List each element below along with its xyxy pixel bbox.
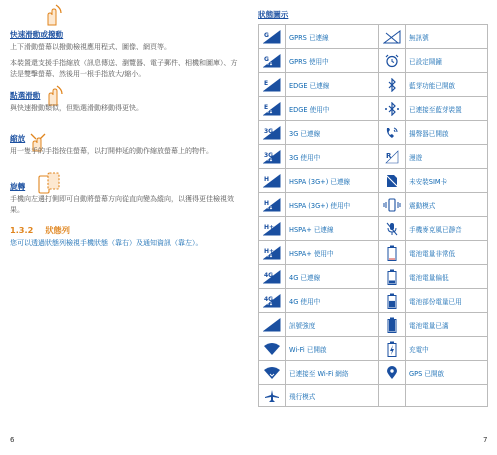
section-swipe (10, 30, 242, 53)
3g-in-use-icon (259, 150, 285, 164)
svg-text:H+: H+ (264, 247, 275, 255)
alarm-icon (379, 54, 405, 68)
section-rotate (10, 182, 242, 215)
svg-text:G: G (264, 31, 269, 39)
icon-cell (259, 25, 286, 49)
label-cell: 漫遊 (406, 145, 488, 169)
svg-text:H: H (264, 199, 270, 207)
table-row (259, 49, 488, 73)
label-cell: 震動模式 (406, 193, 488, 217)
wifi-on-icon (259, 342, 285, 356)
edge-connected-icon (259, 78, 285, 92)
svg-text:E: E (264, 79, 269, 87)
subsection-heading (10, 225, 70, 236)
svg-text:4G: 4G (264, 271, 274, 279)
label-cell: GPRS 使用中 (286, 49, 379, 73)
section-body: 用一隻手的手指按住螢幕，以打開伸延的動作縮放螢幕上的物件。 (10, 147, 213, 155)
icon-cell (379, 241, 406, 265)
label-cell (406, 385, 488, 407)
label-cell: 3G 已連線 (286, 121, 379, 145)
label-cell: 飛行模式 (286, 385, 379, 407)
table-row (259, 265, 488, 289)
icon-cell (379, 121, 406, 145)
section-body: 與快速撥動類似，但點選滑動移動得更快。 (10, 104, 143, 112)
svg-text:G: G (264, 55, 269, 63)
battery-full-icon (379, 317, 405, 333)
icon-cell (259, 73, 286, 97)
hspa-plus-connected-icon (259, 222, 285, 236)
icon-cell (379, 193, 406, 217)
table-row (259, 121, 488, 145)
icon-cell (379, 169, 406, 193)
svg-text:3G: 3G (264, 127, 274, 135)
table-row (259, 169, 488, 193)
label-cell: HSPA+ 使用中 (286, 241, 379, 265)
label-cell: GPS 已開啟 (406, 361, 488, 385)
charging-icon (379, 341, 405, 357)
table-row (259, 313, 488, 337)
label-cell: HSPA (3G+) 使用中 (286, 193, 379, 217)
left-page (0, 0, 248, 455)
subsection-number: 1.3.2 (10, 225, 34, 235)
icon-cell (379, 289, 406, 313)
icon-cell (379, 361, 406, 385)
icon-cell (379, 265, 406, 289)
gprs-connected-icon (259, 30, 285, 44)
table-row (259, 289, 488, 313)
icon-cell (259, 169, 286, 193)
label-cell: 訊號強度 (286, 313, 379, 337)
battery-low-icon (379, 269, 405, 285)
icon-cell (259, 313, 286, 337)
icon-cell (259, 193, 286, 217)
no-sim-icon (379, 174, 405, 188)
table-row (259, 337, 488, 361)
section-title: 點選滑動 (10, 91, 41, 100)
svg-text:H: H (264, 175, 270, 183)
label-cell: 已連接至 Wi-Fi 網絡 (286, 361, 379, 385)
label-cell: Wi-Fi 已開啟 (286, 337, 379, 361)
label-cell: HSPA+ 已連線 (286, 217, 379, 241)
right-page (248, 0, 497, 455)
subsection-body: 您可以透過狀態列檢視手機狀態（靠右）及通知資訊（靠左）。 (10, 239, 203, 247)
icon-cell (259, 97, 286, 121)
icon-cell (259, 49, 286, 73)
roaming-icon (379, 150, 405, 164)
icon-cell (259, 385, 286, 407)
label-cell: GPRS 已連線 (286, 25, 379, 49)
table-row (259, 361, 488, 385)
table-row (259, 97, 488, 121)
gps-on-icon (379, 366, 405, 380)
page-number: 6 (10, 436, 15, 444)
table-title: 狀態圖示 (258, 10, 289, 19)
svg-text:E: E (264, 103, 269, 111)
svg-text:4G: 4G (264, 295, 274, 303)
table-row (259, 217, 488, 241)
mic-muted-icon (379, 222, 405, 236)
label-cell: 電池電量已滿 (406, 313, 488, 337)
label-cell: EDGE 使用中 (286, 97, 379, 121)
3g-connected-icon (259, 126, 285, 140)
label-cell: 手機麥克風已靜音 (406, 217, 488, 241)
4g-in-use-icon (259, 294, 285, 308)
battery-very-low-icon (379, 245, 405, 261)
icon-cell (259, 361, 286, 385)
section-body: 本裝置還支援手指縮放（訊息傳送、瀏覽器、電子郵件、相機和圖庫）、方法是雙擊螢幕、然後用一根手指放大/縮小。 (10, 59, 238, 78)
table-row (259, 25, 488, 49)
section-title: 縮放 (10, 134, 26, 143)
label-cell: 電池電量偏低 (406, 265, 488, 289)
icon-cell (379, 73, 406, 97)
icon-cell (379, 145, 406, 169)
svg-text:R: R (386, 151, 392, 160)
label-cell: 電池部份電量已用 (406, 289, 488, 313)
icon-cell (379, 49, 406, 73)
svg-text:H+: H+ (264, 223, 275, 231)
subsection-title: 狀態列 (45, 225, 70, 235)
label-cell: 藍芽功能已開啟 (406, 73, 488, 97)
section-zoom (10, 134, 242, 157)
wifi-connected-icon (259, 366, 285, 380)
status-icon-table (258, 24, 488, 407)
icon-cell (379, 25, 406, 49)
swipe-gesture-icon (42, 3, 64, 27)
table-row (259, 241, 488, 265)
bluetooth-connected-icon (379, 102, 405, 116)
icon-cell (379, 313, 406, 337)
section-body: 手機向左邊打側即可自動將螢幕方向從直向變為縱向，以獲得更佳檢視效果。 (10, 195, 234, 214)
label-cell: 無訊號 (406, 25, 488, 49)
section-flick (10, 91, 242, 114)
icon-cell (259, 337, 286, 361)
table-row (259, 385, 488, 407)
label-cell: EDGE 已連線 (286, 73, 379, 97)
speakerphone-icon (379, 126, 405, 140)
table-row (259, 193, 488, 217)
label-cell: 未安裝SIM卡 (406, 169, 488, 193)
bluetooth-on-icon (379, 78, 405, 92)
table-row (259, 145, 488, 169)
label-cell: 3G 使用中 (286, 145, 379, 169)
signal-strength-icon (259, 318, 285, 332)
section-body: 上下滑動螢幕以撥動檢視應用程式、圖像、網頁等。 (10, 43, 171, 51)
icon-cell (379, 337, 406, 361)
icon-cell (259, 289, 286, 313)
icon-cell (379, 385, 406, 407)
section-title: 旋轉 (10, 182, 26, 191)
icon-cell (259, 265, 286, 289)
edge-in-use-icon (259, 102, 285, 116)
icon-cell (379, 97, 406, 121)
no-signal-icon (379, 30, 405, 44)
label-cell: 4G 使用中 (286, 289, 379, 313)
table-row (259, 73, 488, 97)
label-cell: 揚聲器已開啟 (406, 121, 488, 145)
airplane-mode-icon (259, 389, 285, 403)
hspa-plus-in-use-icon (259, 246, 285, 260)
section-pinch-zoom (10, 56, 242, 79)
icon-cell (259, 241, 286, 265)
label-cell: HSPA (3G+) 已連線 (286, 169, 379, 193)
gprs-in-use-icon (259, 54, 285, 68)
icon-cell (259, 145, 286, 169)
hspa-connected-icon (259, 174, 285, 188)
icon-cell (259, 121, 286, 145)
hspa-in-use-icon (259, 198, 285, 212)
label-cell: 已設定鬧鐘 (406, 49, 488, 73)
label-cell: 充電中 (406, 337, 488, 361)
label-cell: 電池電量非常低 (406, 241, 488, 265)
section-title: 快速滑動或撥動 (10, 30, 64, 39)
page-number: 7 (483, 436, 488, 444)
vibrate-icon (379, 198, 405, 212)
label-cell: 已連接至藍芽裝置 (406, 97, 488, 121)
icon-cell (379, 217, 406, 241)
battery-partial-icon (379, 293, 405, 309)
svg-text:3G: 3G (264, 151, 274, 159)
4g-connected-icon (259, 270, 285, 284)
icon-cell (259, 217, 286, 241)
label-cell: 4G 已連線 (286, 265, 379, 289)
